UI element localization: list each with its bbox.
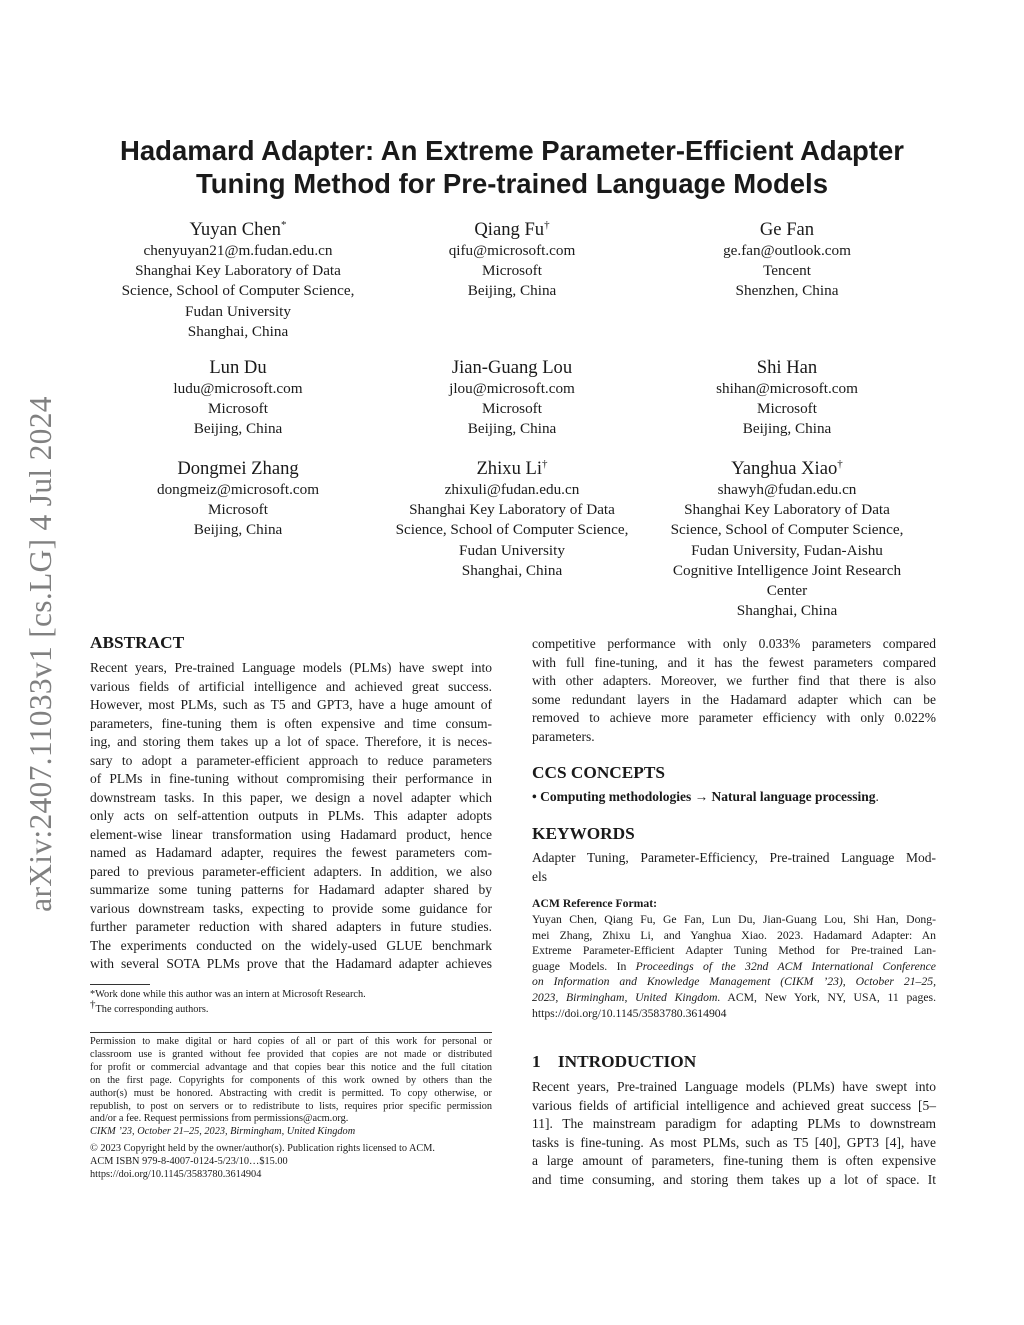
keywords-line: els: [532, 868, 547, 884]
reference-doi-link[interactable]: https://doi.org/10.1145/3583780.3614904: [532, 1006, 727, 1020]
author-block: Shi Han shihan@microsoft.com Microsoft Beijing, China: [716, 357, 858, 438]
abstract-heading: ABSTRACT: [90, 633, 185, 652]
introduction-heading: 1 INTRODUCTION: [532, 1052, 697, 1071]
footnote-rule: [90, 984, 150, 985]
arxiv-stamp: arXiv:2407.11033v1 [cs.LG] 4 Jul 2024: [23, 396, 58, 912]
author-block: Lun Du ludu@microsoft.com Microsoft Beijing, China: [173, 357, 303, 438]
reference-format-heading: ACM Reference Format:: [532, 897, 658, 910]
copyright-line: © 2023 Copyright held by the owner/author(s). Publication rights licensed to ACM.: [90, 1143, 436, 1154]
ccs-heading: CCS CONCEPTS: [532, 763, 665, 782]
footnote-intern: *Work done while this author was an intern at Microsoft Research.: [90, 989, 366, 1000]
ccs-concept: • Computing methodologies → Natural language processing.: [532, 789, 879, 804]
keywords-heading: KEYWORDS: [532, 824, 635, 843]
author-block: Jian-Guang Lou jlou@microsoft.com Microsoft Beijing, China: [449, 357, 575, 438]
doi-link[interactable]: https://doi.org/10.1145/3583780.3614904: [90, 1168, 262, 1180]
author-block: Zhixu Li† zhixuli@fudan.edu.cn Shanghai Key Laboratory of Data Science, School of Computer Science, Fudan University Shanghai, China: [395, 457, 629, 579]
author-block: Dongmei Zhang dongmeiz@microsoft.com Microsoft Beijing, China: [156, 458, 320, 539]
author-block: Yuyan Chen* chenyuyan21@m.fudan.edu.cn Shanghai Key Laboratory of Data Science, School of Computer Science, Fudan University Shanghai, China: [121, 218, 355, 340]
permission-rule: [90, 1032, 492, 1033]
isbn-line: ACM ISBN 979-8-4007-0124-5/23/10…$15.00: [90, 1155, 288, 1167]
footnote-corresponding: †The corresponding authors.: [90, 998, 209, 1015]
author-block: Qiang Fu† qifu@microsoft.com Microsoft Beijing, China: [448, 218, 576, 300]
author-block: Ge Fan ge.fan@outlook.com Tencent Shenzhen, China: [723, 219, 851, 300]
author-block: Yanghua Xiao† shawyh@fudan.edu.cn Shanghai Key Laboratory of Data Science, School of Computer Science, Fudan University, Fudan-Aishu Cognitive Intelligence Joint Research Center Shanghai, China: [670, 457, 904, 620]
conference-line: CIKM ’23, October 21–25, 2023, Birmingham, United Kingdom: [90, 1126, 356, 1138]
paper-title: Hadamard Adapter: An Extreme Parameter-Efficient Adapter Tuning Method for Pre-trained Language Models: [120, 135, 904, 199]
keywords-line: Adapter Tuning, Parameter-Efficiency, Pre-trained Language Mod-: [532, 850, 936, 865]
